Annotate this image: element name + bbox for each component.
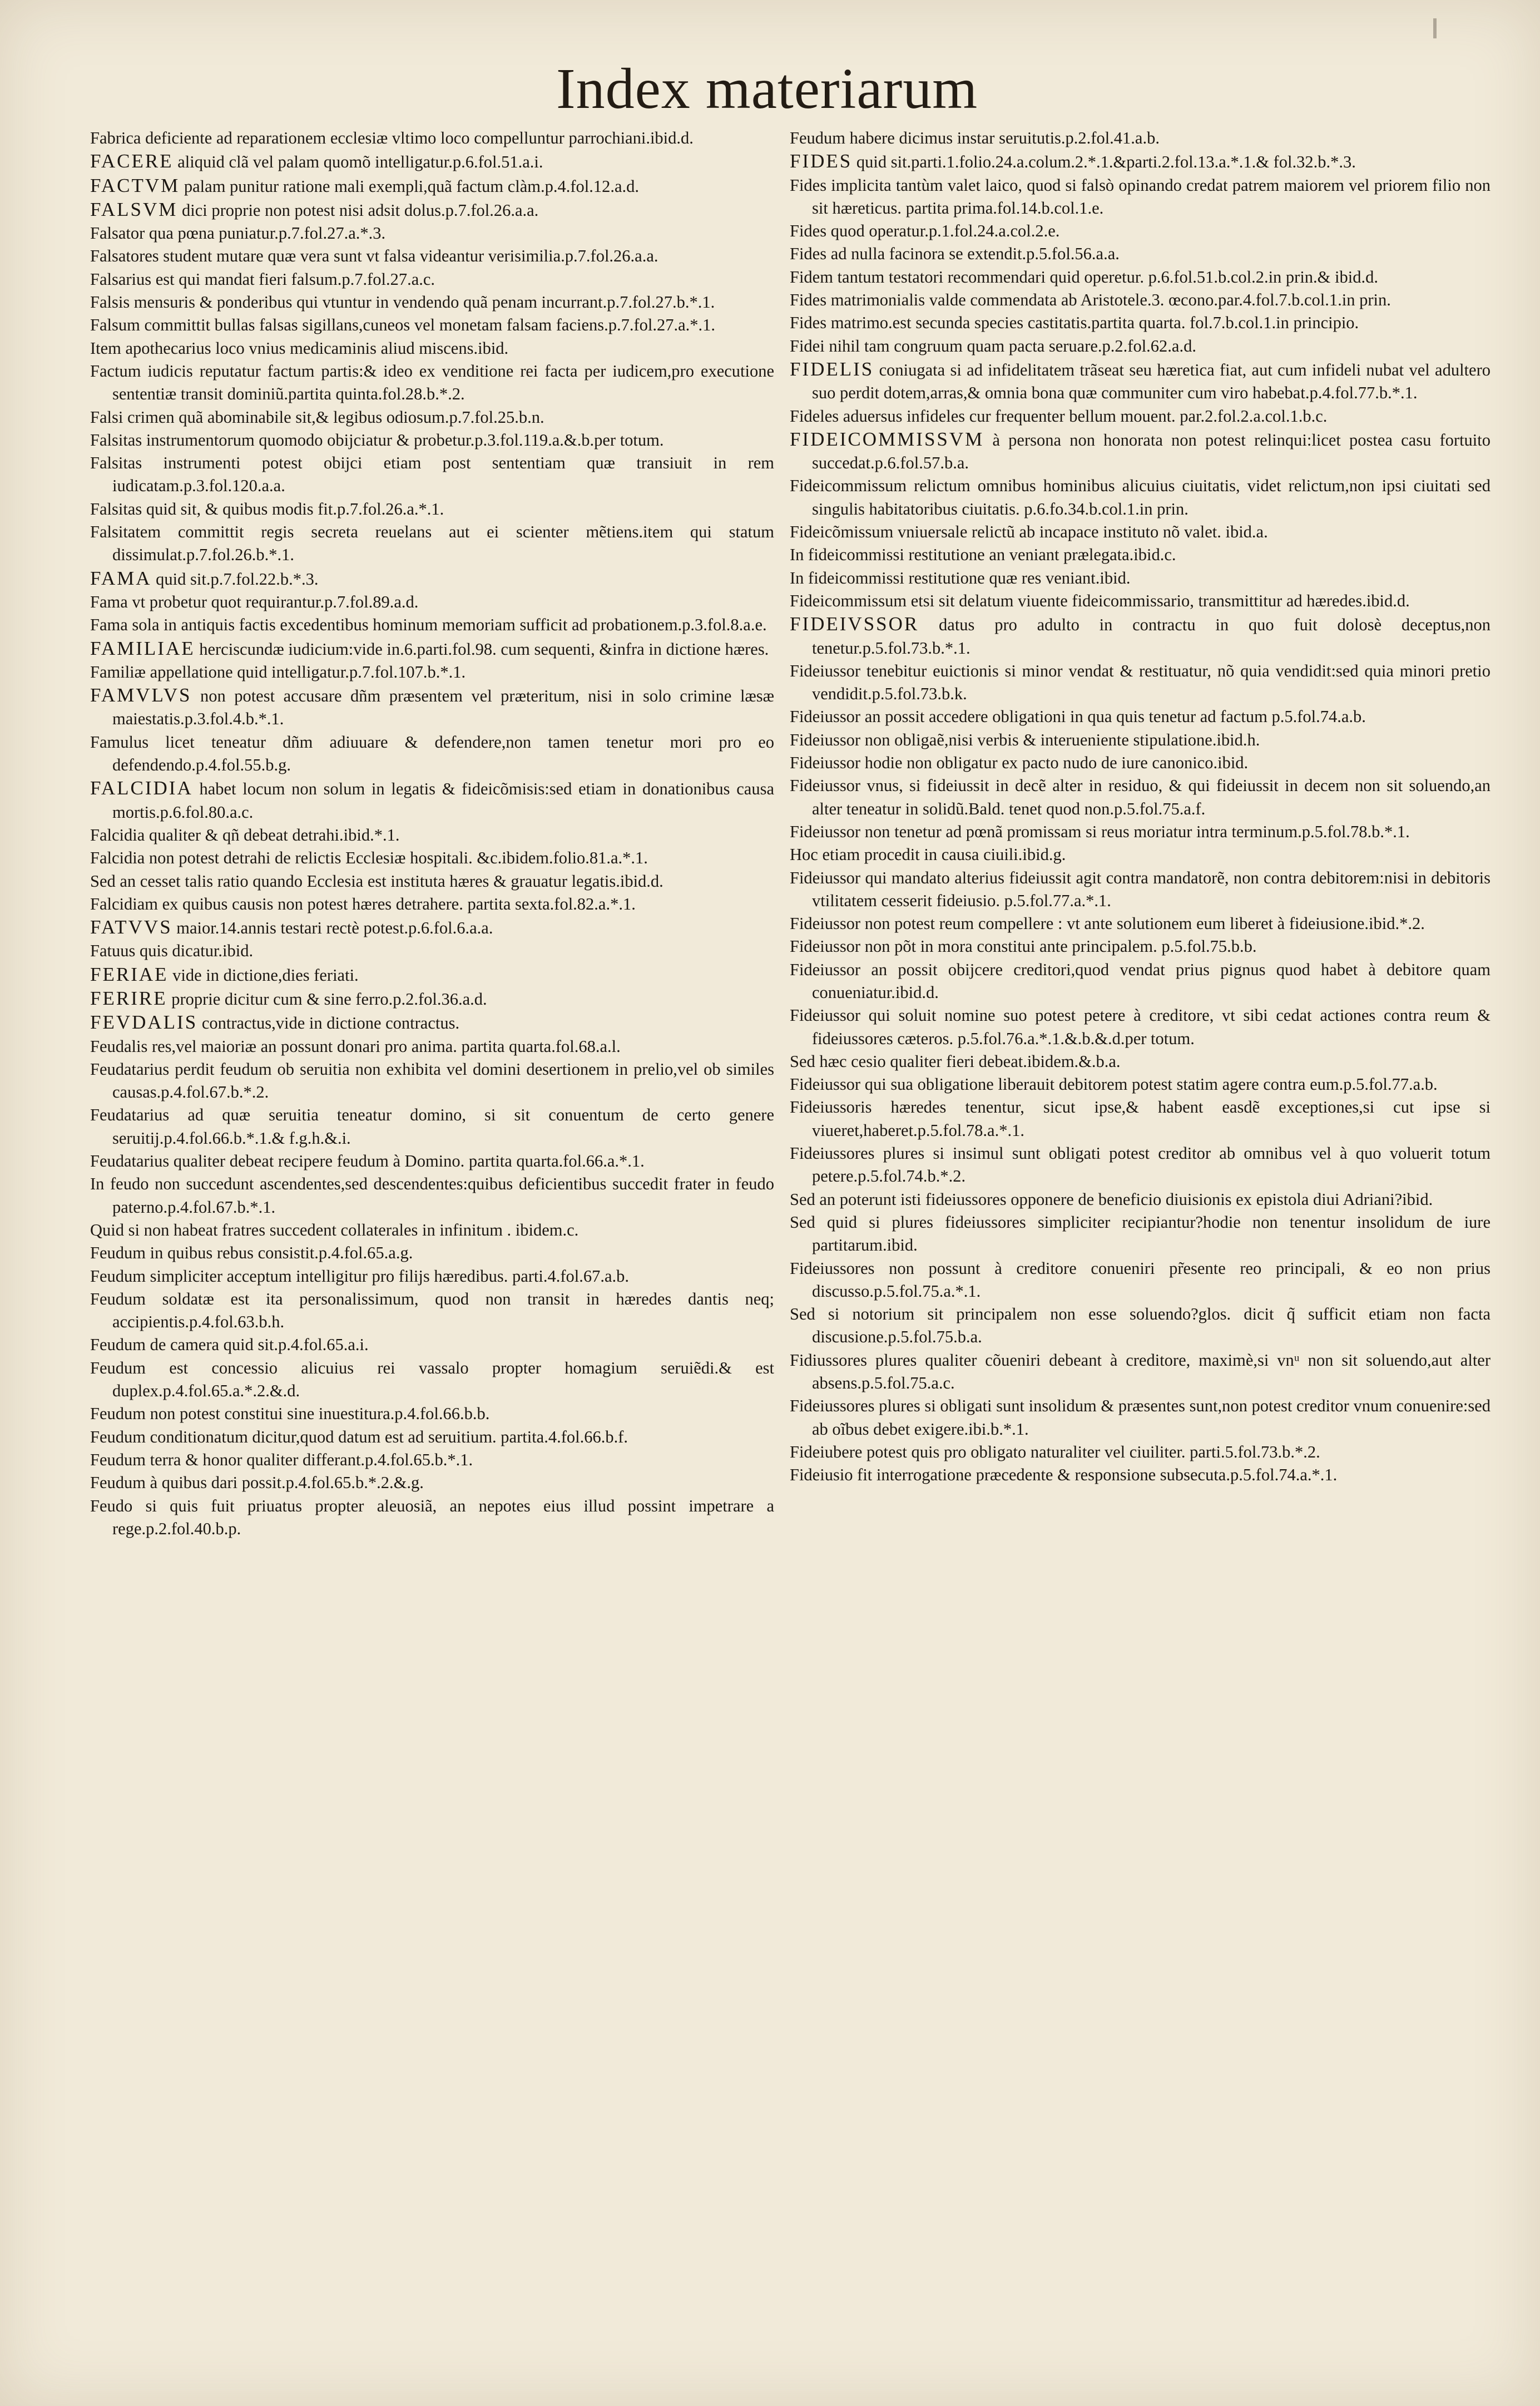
entry-text: Fideiussor qui sua obligatione liberauit debitorem potest statim agere contra eum.p.5.fol.77.a.b.: [790, 1075, 1438, 1094]
entry-text: Falsitas quid sit, & quibus modis fit.p.7.fol.26.a.*.1.: [90, 499, 444, 518]
entry-text: coniugata si ad infidelitatem trãseat seu hæretica fiat, aut cum infideli nubat vel adultero suo perdit dotem,arras,& omnia bona quæ communiter cum viro habebat.p.4.fol.77.b.*.1.: [812, 360, 1491, 403]
index-entry: [790, 843, 1491, 866]
entry-text: Fideiubere potest quis pro obligato naturaliter vel ciuiliter. parti.5.fol.73.b.*.2.: [790, 1442, 1320, 1461]
index-entry: [90, 940, 774, 962]
entry-text: Feudum in quibus rebus consistit.p.4.fol.65.a.g.: [90, 1243, 413, 1263]
entry-text: Falsarius est qui mandat fieri falsum.p.7.fol.27.a.c.: [90, 269, 435, 289]
index-entry: [90, 916, 774, 940]
entry-text: Feudo si quis fuit priuatus propter aleuosiã, an nepotes eius illud possint impetrare a rege.p.2.fol.40.b.p.: [90, 1496, 774, 1538]
index-entry: [790, 127, 1491, 150]
entry-lemma: FIDEIVSSOR: [790, 613, 919, 635]
index-entry: [90, 731, 774, 777]
entry-lemma: FALSVM: [90, 198, 178, 220]
entry-text: Falcidiam ex quibus causis non potest hæres detrahere. partita sexta.fol.82.a.*.1.: [90, 894, 636, 913]
index-entry: [90, 314, 774, 337]
entry-text: proprie dicitur cum & sine ferro.p.2.fol.36.a.d.: [167, 989, 487, 1009]
index-column-left: [90, 127, 774, 2241]
entry-text: Fideiussor qui soluit nomine suo potest petere à creditore, vt sibi cedat actiones contra reum & fideiussores cæteros. p.5.fol.76.a.*.1.&.b.&.d.per totum.: [790, 1006, 1491, 1048]
index-entry: [90, 1288, 774, 1334]
entry-lemma: FACTVM: [90, 174, 180, 196]
index-entry: [90, 591, 774, 614]
index-entry: [90, 222, 774, 245]
entry-text: Feudum habere dicimus instar seruitutis.p.2.fol.41.a.b.: [790, 129, 1160, 147]
entry-text: Feudum terra & honor qualiter differant.p.4.fol.65.b.*.1.: [90, 1450, 473, 1469]
index-entry: [90, 174, 774, 198]
index-entry: [790, 1257, 1491, 1303]
index-entry: [790, 428, 1491, 475]
entry-text: Falcidia qualiter & qñ debeat detrahi.ibid.*.1.: [90, 825, 400, 844]
entry-text: Fideiusio fit interrogatione præcedente & responsione subsecuta.p.5.fol.74.a.*.1.: [790, 1465, 1338, 1485]
entry-text: Fidem tantum testatori recommendari quid operetur. p.6.fol.51.b.col.2.in prin.& ibid.d.: [790, 267, 1378, 286]
index-entry: [90, 268, 774, 291]
entry-text: In fideicommissi restitutione an veniant prælegata.ibid.c.: [790, 545, 1176, 565]
index-entry: [90, 406, 774, 429]
index-entry: [90, 1150, 774, 1173]
index-entry: [790, 475, 1491, 521]
index-entry: [90, 987, 774, 1011]
index-entry: [90, 1471, 774, 1494]
entry-text: Fideiussores non possunt à creditore conueniri pr̃esente reo principali, & eo non prius discusso.p.5.fol.75.a.*.1.: [790, 1258, 1491, 1301]
index-entry: [790, 867, 1491, 913]
index-entry: [790, 590, 1491, 612]
entry-lemma: FALCIDIA: [90, 777, 193, 799]
index-entry: [90, 360, 774, 406]
index-entry: [790, 1096, 1491, 1142]
index-entry: [90, 1104, 774, 1150]
entry-text: Fama sola in antiquis factis excedentibus hominum memoriam sufficit ad probationem.p.3.fol.8.a.e.: [90, 615, 767, 635]
entry-text: Falsatores student mutare quæ vera sunt vt falsa videantur verisimilia.p.7.fol.26.a.a.: [90, 246, 658, 266]
index-entry: [90, 1035, 774, 1058]
index-entry: [90, 614, 774, 636]
index-entry: [790, 1188, 1491, 1211]
entry-text: Quid si non habeat fratres succedent collaterales in infinitum . ibidem.c.: [90, 1220, 579, 1239]
entry-text: Feudum est concessio alicuius rei vassalo propter homagium seruiẽdi.& est duplex.p.4.fol.65.a.*.2.&.d.: [90, 1358, 774, 1401]
entry-text: Fidei nihil tam congruum quam pacta seruare.p.2.fol.62.a.d.: [790, 336, 1196, 355]
index-entry: [90, 198, 774, 222]
entry-lemma: FAMILIAE: [90, 637, 195, 659]
entry-text: datus pro adulto in contractu in quo fuit dolosè deceptus,non tenetur.p.5.fol.73.b.*.1.: [812, 615, 1491, 658]
entry-text: Familiæ appellatione quid intelligatur.p.7.fol.107.b.*.1.: [90, 662, 466, 681]
page-title: Index materiarum: [556, 57, 978, 121]
index-entry: [90, 1449, 774, 1471]
index-entry: [90, 661, 774, 684]
index-entry: [790, 405, 1491, 428]
entry-text: Feudum non potest constitui sine inuestitura.p.4.fol.66.b.b.: [90, 1404, 490, 1424]
entry-text: Fides ad nulla facinora se extendit.p.5.fol.56.a.a.: [790, 244, 1120, 264]
entry-text: Fideiussor vnus, si fideiussit in decẽ alter in residuo, & qui fideiussit in decem non sit soluendo,an alter teneatur in solidũ.Bald. tenet quod non.p.5.fol.75.a.f.: [790, 776, 1491, 818]
entry-text: Fides quod operatur.p.1.fol.24.a.col.2.e.: [790, 221, 1060, 241]
entry-lemma: FIDES: [790, 150, 853, 172]
index-entry: [90, 1058, 774, 1104]
entry-text: maior.14.annis testari rectè potest.p.6.fol.6.a.a.: [172, 918, 493, 938]
index-entry: [790, 1441, 1491, 1464]
entry-text: Falsitas instrumentorum quomodo obijciatur & probetur.p.3.fol.119.a.&.b.per totum.: [90, 430, 664, 449]
entry-text: Fideicommissum etsi sit delatum viuente fideicommissario, transmittitur ad hæredes.ibid.d.: [790, 591, 1410, 610]
entry-text: Fideiussor qui mandato alterius fideiussit agit contra mandatorẽ, non contra debitorem:nisi in debitoris vtilitatem cesserit fideiusio. p.5.fol.77.a.*.1.: [790, 868, 1491, 910]
entry-text: Fideiussoris hæredes tenentur, sicut ipse,& habent easdẽ exceptiones,si cut ipse si viueret,haberet.p.5.fol.78.a.*.1.: [790, 1098, 1491, 1140]
entry-text: Fideiussor non obligaẽ,nisi verbis & interueniente stipulatione.ibid.h.: [790, 730, 1260, 749]
entry-lemma: FATVVS: [90, 916, 172, 938]
entry-text: Sed an cesset talis ratio quando Ecclesia est instituta hæres & grauatur legatis.ibid.d.: [90, 871, 663, 891]
index-entry: [90, 1242, 774, 1264]
index-entry: [90, 337, 774, 360]
entry-text: Sed an poterunt isti fideiussores opponere de beneficio diuisionis ex epistola diui Adriani?ibid.: [790, 1189, 1433, 1209]
entry-text: palam punitur ratione mali exempli,quã factum clàm.p.4.fol.12.a.d.: [180, 176, 640, 196]
entry-lemma: FAMVLVS: [90, 684, 192, 707]
index-entry: [790, 1303, 1491, 1349]
index-entry: [90, 291, 774, 314]
index-entry: [90, 824, 774, 847]
index-entry: [90, 127, 774, 150]
entry-text: Sed si notorium sit principalem non esse soluendo?glos. dicit q̃ sufficit etiam non facta discusione.p.5.fol.75.b.a.: [790, 1305, 1491, 1347]
entry-text: Fideiussor non tenetur ad pœnã promissam si reus moriatur intra terminum.p.5.fol.78.b.*.1.: [790, 822, 1410, 841]
entry-text: Fama vt probetur quot requirantur.p.7.fol.89.a.d.: [90, 592, 419, 611]
index-entry: [90, 429, 774, 452]
index-entry: [90, 893, 774, 916]
index-entry: [790, 150, 1491, 174]
entry-lemma: FIDEICOMMISSVM: [790, 428, 984, 450]
index-entry: [90, 637, 774, 661]
entry-text: Fides implicita tantùm valet laico, quod si falsò opinando credat patrem maiorem vel priorem filio non sit hæreticus. partita prima.fol.14.b.col.1.e.: [790, 175, 1491, 218]
index-entry: [790, 544, 1491, 566]
index-entry: [90, 1219, 774, 1242]
entry-text: Item apothecarius loco vnius medicaminis aliud miscens.ibid.: [90, 338, 509, 358]
entry-text: Fideicommissum relictum omnibus hominibus alicuius ciuitatis, videt relictum,non ipsi ciuitati sed singulis habitatoribus ciuitatis. p.6.fo.34.b.col.1.in prin.: [790, 476, 1491, 518]
index-entry: [90, 847, 774, 869]
entry-text: Hoc etiam procedit in causa ciuili.ibid.g.: [790, 845, 1066, 864]
entry-text: Fides matrimo.est secunda species castitatis.partita quarta. fol.7.b.col.1.in principio.: [790, 313, 1359, 333]
entry-text: à persona non honorata non potest relinqui:licet postea casu fortuito succedat.p.6.fol.57.b.a.: [812, 430, 1491, 473]
entry-lemma: FERIAE: [90, 963, 169, 985]
index-entry: [790, 1073, 1491, 1096]
entry-text: Famulus licet teneatur dñm adiuuare & defendere,non tamen tenetur mori pro eo defendendo.p.4.fol.55.b.g.: [90, 732, 774, 775]
index-entry: [90, 567, 774, 591]
index-entry: [790, 1211, 1491, 1257]
index-entry: [90, 1265, 774, 1288]
entry-text: Fideles aduersus infideles cur frequenter bellum mouent. par.2.fol.2.a.col.1.b.c.: [790, 406, 1328, 426]
index-entry: [90, 521, 774, 567]
entry-text: Feudum simpliciter acceptum intelligitur pro filijs hæredibus. parti.4.fol.67.a.b.: [90, 1266, 630, 1286]
index-entry: [790, 612, 1491, 660]
index-entry: [90, 245, 774, 268]
entry-text: Feudatarius qualiter debeat recipere feudum à Domino. partita quarta.fol.66.a.*.1.: [90, 1152, 645, 1171]
index-entry: [90, 1357, 774, 1403]
entry-text: Fideiussor non põt in mora constitui ante principalem. p.5.fol.75.b.b.: [790, 937, 1257, 956]
entry-text: Fideiussor an possit obijcere creditori,quod vendat prius pignus quod habet à debitore quam conueniatur.ibid.d.: [790, 960, 1491, 1002]
index-entry: [790, 567, 1491, 590]
index-entry: [790, 821, 1491, 843]
index-entry: [790, 752, 1491, 774]
entry-text: quid sit.parti.1.folio.24.a.colum.2.*.1.&parti.2.fol.13.a.*.1.& fol.32.b.*.3.: [852, 152, 1356, 172]
entry-text: habet locum non solum in legatis & fideicõmisis:sed etiam in donationibus causa mortis.p.6.fol.80.a.c.: [112, 779, 774, 822]
entry-text: vide in dictione,dies feriati.: [168, 965, 359, 985]
index-entry: [790, 959, 1491, 1005]
index-entry: [90, 498, 774, 521]
index-entry: [790, 1464, 1491, 1486]
index-column-right: [790, 127, 1491, 2241]
entry-text: Fideicõmissum vniuersale relictũ ab incapace instituto nõ valet. ibid.a.: [790, 522, 1268, 542]
index-entry: [790, 705, 1491, 728]
entry-text: Falsum committit bullas falsas sigillans,cuneos vel monetam falsam faciens.p.7.fol.27.a.*.1.: [90, 315, 716, 335]
entry-text: Falsis mensuris & ponderibus qui vtuntur in vendendo quã penam incurrant.p.7.fol.27.b.*.1.: [90, 293, 715, 312]
entry-text: In feudo non succedunt ascendentes,sed descendentes:quibus deficientibus succedit frater in feudo paterno.p.4.fol.67.b.*.1.: [90, 1174, 774, 1217]
entry-text: Fideiussores plures si insimul sunt obligati potest creditor ab omnibus vel à quo voluerit totum petere.p.5.fol.74.b.*.2.: [790, 1144, 1491, 1186]
index-entry: [790, 289, 1491, 312]
index-entry: [90, 1402, 774, 1425]
entry-text: Fideiussor an possit accedere obligationi in qua quis tenetur ad factum p.5.fol.74.a.b.: [790, 707, 1366, 727]
entry-text: Falsitatem committit regis secreta reuelans aut ei scienter mẽtiens.item qui statum dissimulat.p.7.fol.26.b.*.1.: [90, 522, 774, 565]
index-entry: [790, 266, 1491, 289]
entry-text: Falcidia non potest detrahi de relictis Ecclesiæ hospitali. &c.ibidem.folio.81.a.*.1.: [90, 848, 648, 868]
index-entry: [790, 243, 1491, 265]
entry-text: contractus,vide in dictione contractus.: [197, 1014, 460, 1033]
index-entry: [790, 1050, 1491, 1073]
index-entry: [790, 660, 1491, 706]
ink-mark: [1433, 18, 1437, 38]
entry-text: Feudum conditionatum dicitur,quod datum est ad seruitium. partita.4.fol.66.b.f.: [90, 1427, 628, 1446]
entry-text: Sed hæc cesio qualiter fieri debeat.ibidem.&.b.a.: [790, 1051, 1121, 1071]
index-entry: [90, 1333, 774, 1356]
index-entry: [790, 935, 1491, 958]
entry-text: Feudatarius perdit feudum ob seruitia non exhibita vel domini desertionem in prelio,vel ob similes causas.p.4.fol.67.b.*.2.: [90, 1059, 774, 1102]
entry-text: Factum iudicis reputatur factum partis:& ideo ex venditione rei facta per iudicem,pro executione sententiæ transit dominiũ.partita quinta.fol.28.b.*.2.: [90, 361, 774, 404]
index-entry: [790, 1349, 1491, 1395]
entry-text: Fidiussores plures qualiter cõueniri debeant à creditore, maximè,si vnᵘ non sit soluendo,aut alter absens.p.5.fol.75.a.c.: [790, 1350, 1491, 1393]
index-entry: [790, 358, 1491, 405]
entry-text: Fideiussores plures si obligati sunt insolidum & præsentes sunt,non potest creditor vnum conuenire:sed ab oĩbus debet exigere.ibi.b.*.1.: [790, 1396, 1491, 1439]
entry-lemma: FAMA: [90, 567, 152, 589]
entry-text: dici proprie non potest nisi adsit dolus.p.7.fol.26.a.a.: [177, 200, 539, 220]
index-entry: [790, 312, 1491, 334]
entry-text: Falsator qua pœna puniatur.p.7.fol.27.a.*.3.: [90, 224, 386, 243]
entry-lemma: FIDELIS: [790, 358, 874, 380]
index-entry: [90, 452, 774, 498]
index-entry: [790, 335, 1491, 358]
entry-text: Feudum soldatæ est ita personalissimum, quod non transit in hæredes dantis neq; accipientis.p.4.fol.63.b.h.: [90, 1289, 774, 1332]
index-entry: [790, 729, 1491, 752]
entry-text: aliquid clã vel palam quomõ intelligatur.p.6.fol.51.a.i.: [173, 152, 543, 172]
entry-text: Falsitas instrumenti potest obijci etiam post sententiam quæ transiuit in rem iudicatam.p.3.fol.120.a.a.: [90, 453, 774, 496]
entry-lemma: FERIRE: [90, 987, 167, 1009]
index-entry: [790, 1004, 1491, 1050]
index-entry: [90, 1495, 774, 1541]
entry-text: In fideicommissi restitutione quæ res veniant.ibid.: [790, 568, 1131, 587]
index-entry: [790, 220, 1491, 243]
entry-text: non potest accusare dñm præsentem vel præteritum, nisi in solo crimine læsæ maiestatis.p.3.fol.4.b.*.1.: [112, 686, 774, 729]
index-entry: [790, 912, 1491, 935]
entry-text: Feudum à quibus dari possit.p.4.fol.65.b.*.2.&.g.: [90, 1473, 424, 1493]
entry-text: Fatuus quis dicatur.ibid.: [90, 941, 254, 961]
index-entry: [90, 777, 774, 824]
entry-lemma: FEVDALIS: [90, 1011, 198, 1034]
entry-text: Feudatarius ad quæ seruitia teneatur domino, si sit conuentum de certo genere seruitij.p.4.fol.66.b.*.1.& f.g.h.&.i.: [90, 1105, 774, 1148]
index-entry: [790, 1142, 1491, 1188]
entry-text: herciscundæ iudicium:vide in.6.parti.fol.98. cum sequenti, &infra in dictione hæres.: [195, 639, 769, 659]
index-entry: [90, 150, 774, 174]
index-entry: [90, 1173, 774, 1219]
index-entry: [790, 521, 1491, 544]
entry-text: Fides matrimonialis valde commendata ab Aristotele.3. œcono.par.4.fol.7.b.col.1.in prin.: [790, 290, 1391, 310]
index-entry: [790, 774, 1491, 821]
index-entry: [90, 870, 774, 893]
index-entry: [790, 1395, 1491, 1441]
index-entry: [90, 1011, 774, 1035]
entry-text: Feudalis res,vel maioriæ an possunt donari pro anima. partita quarta.fol.68.a.l.: [90, 1036, 621, 1056]
entry-text: Fideiussor hodie non obligatur ex pacto nudo de iure canonico.ibid.: [790, 753, 1249, 773]
index-entry: [90, 684, 774, 731]
entry-text: Fideiussor non potest reum compellere : vt ante solutionem eum liberet à fideiusione.ibid.*.2.: [790, 914, 1425, 933]
entry-text: Fabrica deficiente ad reparationem ecclesiæ vltimo loco compelluntur parrochiani.ibid.d.: [90, 129, 694, 147]
entry-text: Falsi crimen quã abominabile sit,& legibus odiosum.p.7.fol.25.b.n.: [90, 407, 544, 427]
entry-text: Fideiussor tenebitur euictionis si minor vendat & restituatur, nõ quia vendidit:sed quia minori pretio vendidit.p.5.fol.73.b.k.: [790, 661, 1491, 704]
entry-text: quid sit.p.7.fol.22.b.*.3.: [151, 569, 319, 589]
index-entry: [90, 1426, 774, 1449]
entry-text: Feudum de camera quid sit.p.4.fol.65.a.i.: [90, 1335, 369, 1355]
entry-text: Sed quid si plures fideiussores simpliciter recipiantur?hodie non tenentur insolidum de iure partitarum.ibid.: [790, 1212, 1491, 1255]
index-entry: [90, 963, 774, 987]
entry-lemma: FACERE: [90, 150, 174, 172]
index-entry: [790, 174, 1491, 220]
